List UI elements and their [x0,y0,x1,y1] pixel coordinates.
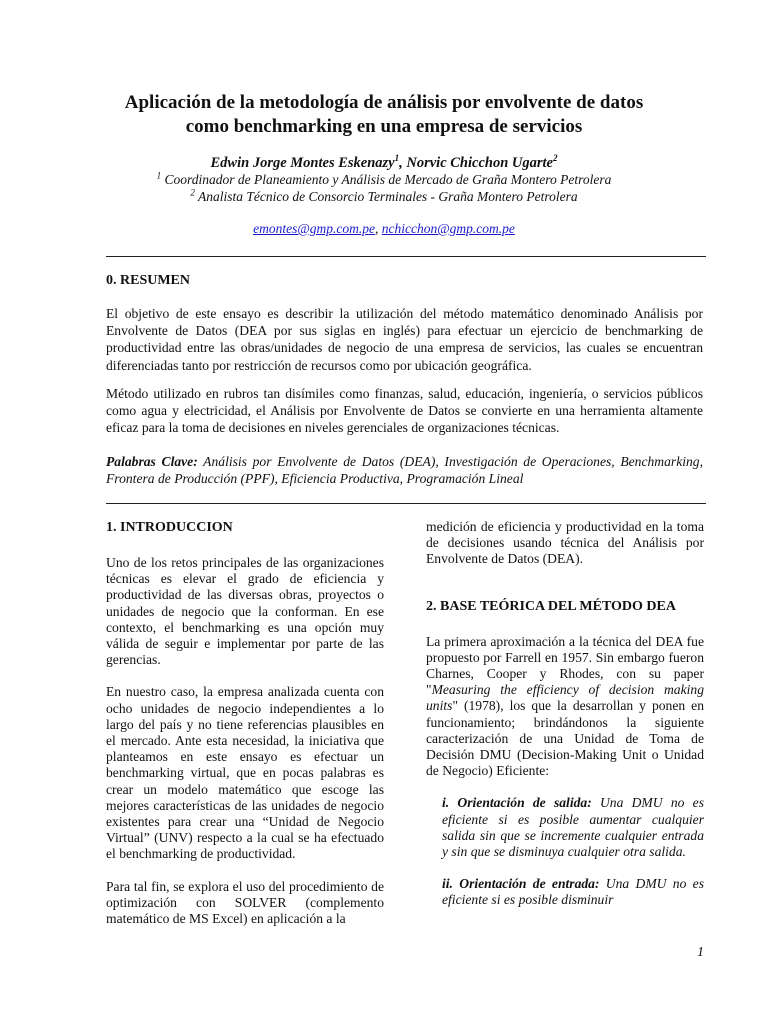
affiliation-2-text: Analista Técnico de Consorcio Terminales - Graña Montero Petrolera [194,189,578,204]
theory-heading: 2. BASE TEÓRICA DEL MÉTODO DEA [426,598,676,614]
keywords-label: Palabras Clave: [106,454,198,469]
affiliation-1 [0,171,768,188]
abstract-heading: 0. RESUMEN [106,273,191,288]
theory-paragraph-1-start: La primera aproximación a la técnica del DEA fue propuesto por Farrell en 1957. Sin embargo fueron Charnes, Cooper y Rhodes, con su paper " [426,633,704,698]
theory-paragraph-1-end: " (1978), los que la desarrollan y ponen en funcionamiento; brindándonos la siguiente caracterización de una Unidad de Toma de Decisión DMU (Decision-Making Unit o Unidad de Negocio) Eficiente: [426,698,704,779]
list-item-2-label: ii. Orientación de entrada: [442,876,600,892]
email-link-2[interactable]: nchicchon@gmp.com.pe [381,221,515,236]
author-2: Norvic Chicchon Ugarte [406,155,553,171]
list-item-1-label: i. Orientación de salida: [442,795,592,811]
continued-paragraph: medición de eficiencia y productividad en la toma de decisiones usando técnica del Análisis por Envolvente de Datos (DEA). [426,519,704,567]
affiliation-1-text: Coordinador de Planeamiento y Análisis de Mercado de Graña Montero Petrolera [161,172,612,187]
abstract-paragraph-1: El objetivo de este ensayo es describir la utilización del método matemático denominado Análisis por Envolvente de Datos (DEA por sus siglas en inglés) para efectuar un ejercicio de benchmarking de productividad entre las obras/unidades de negocio de una empresa de servicios, las cuales se encuentran diferenciadas tanto por restricción de recursos como por ubicación geográfica. [106,306,703,373]
introduction-paragraph-1: Uno de los retos principales de las organizaciones técnicas es elevar el grado de eficiencia y productividad de las diversas obras, proyectos o unidades de negocio que la conforman. En ese contexto, el benchmarking es una opción muy válida de seguir e implementar por parte de las gerencias. [106,555,384,668]
author-list [0,154,768,172]
author-separator: , [399,155,407,171]
theory-paragraph-1 [426,634,704,780]
right-column [426,519,704,909]
introduction-paragraph-3: Para tal fin, se explora el uso del procedimiento de optimización con SOLVER (complemento matemático de MS Excel) en aplicación a la [106,878,384,927]
contact-emails [0,220,768,237]
introduction-heading: 1. INTRODUCCION [106,520,233,535]
list-item-2-text: Una DMU no es eficiente si es posible disminuir [442,876,704,908]
email-link-1[interactable]: emontes@gmp.com.pe [253,221,375,236]
title-line-2: como benchmarking en una empresa de servicios [185,116,583,137]
introduction-paragraph-2: En nuestro caso, la empresa analizada cuenta con ocho unidades de negocio independientes a lo largo del país y no tiene referencias plausibles en el mercado. Ante esta necesidad, la iniciativa que planteamos en este ensayo es efectuar un benchmarking virtual, que en pocas palabras es crear un modelo matemático que escoge las mejores características de las unidades de negocio existentes para crear una “Unidad de Negocio Virtual” (UNV) respecto a la cual se ha efectuado el benchmarking de productividad. [106,684,384,862]
page-number: 1 [697,945,704,960]
section-divider-top [106,256,706,257]
left-column [106,519,384,927]
abstract-paragraph-2: Método utilizado en rubros tan disímiles como finanzas, salud, educación, ingeniería, o servicios públicos como agua y electricidad, el Análisis por Envolvente de Datos se convierte en una herramienta altamente eficaz para la toma de decisiones en niveles gerenciales de organizaciones técnicas. [106,386,703,436]
paper-citation-title: Measuring the efficiency of decision making units [426,682,704,714]
title-line-1: Aplicación de la metodología de análisis por envolvente de datos [124,92,644,113]
author-2-affiliation-mark: 2 [552,153,558,164]
author-1: Edwin Jorge Montes Eskenazy [210,155,395,171]
section-divider-bottom [106,503,706,504]
affiliation-1-number: 1 [156,170,162,181]
list-item-output-orientation [442,795,704,860]
affiliation-2-number: 2 [190,187,195,198]
list-item-1-text: Una DMU no es eficiente si es posible aumentar cualquier salida sin que se incremente cualquier entrada y sin que se disminuya cualquier otra salida. [442,795,704,860]
keywords-text: Análisis por Envolvente de Datos (DEA), Investigación de Operaciones, Benchmarking, Frontera de Producción (PPF), Eficiencia Productiva, Programación Lineal [106,454,703,487]
keywords [106,453,703,487]
author-1-affiliation-mark: 1 [394,153,400,164]
email-separator: , [375,221,382,236]
list-item-input-orientation [442,876,704,908]
affiliation-2 [0,188,768,205]
paper-title [60,91,708,139]
